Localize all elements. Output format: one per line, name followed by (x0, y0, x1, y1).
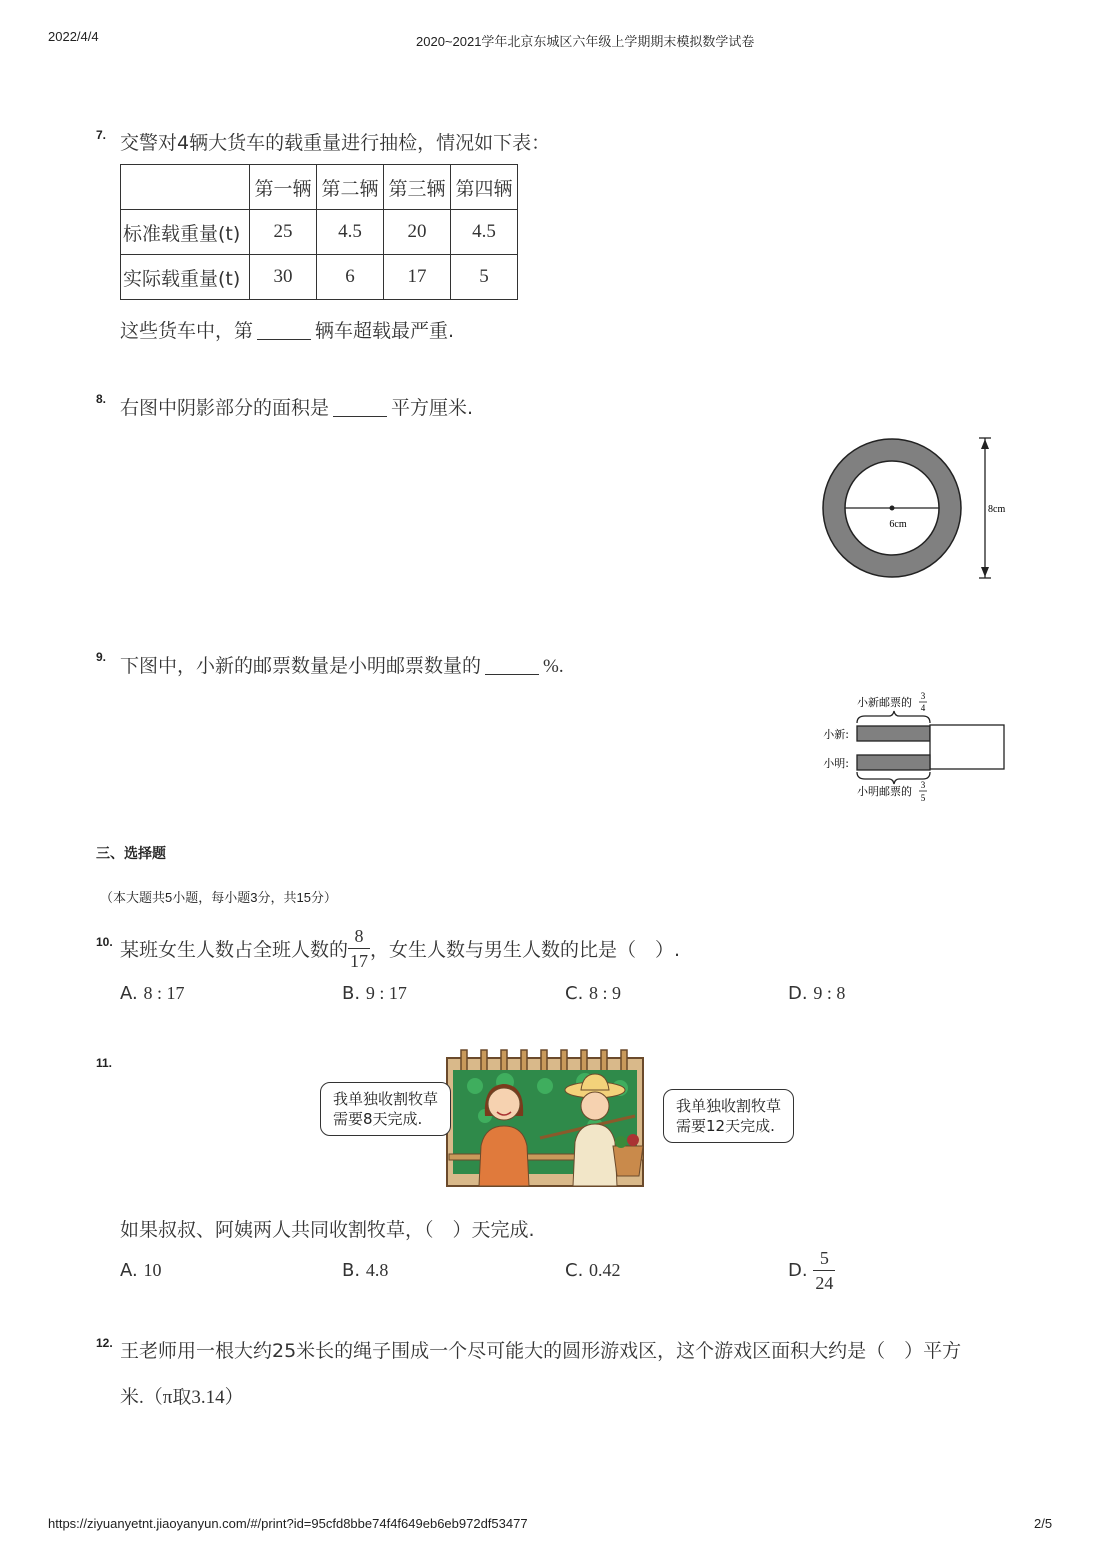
q10-text (120, 922, 680, 974)
q8-ring-figure (815, 430, 1015, 590)
basket-icon (613, 1134, 643, 1176)
bottom-caption: 小明邮票的 (857, 785, 912, 798)
q8-text-post: 平方厘米. (391, 397, 474, 419)
q7-number: 7. (96, 128, 107, 142)
top-brace (857, 711, 930, 723)
q7-follow-post: 辆车超载最严重. (315, 320, 455, 342)
option-value: 8 : 9 (589, 983, 622, 1003)
table-row (121, 210, 518, 255)
q12-number: 12. (96, 1336, 113, 1350)
table-cell: 4.5 (451, 210, 518, 255)
q8-text (120, 393, 473, 420)
row2-label: 小明: (823, 757, 849, 770)
outer-diameter-label: 8cm (988, 504, 1006, 515)
option-letter: D. (788, 983, 808, 1004)
bubble-right-line1: 我单独收割牧草 (676, 1097, 782, 1115)
bottom-frac-num: 3 (920, 780, 926, 790)
option-letter: C. (565, 983, 584, 1004)
q11-illustration (445, 1046, 647, 1188)
q11-option-b[interactable] (342, 1260, 388, 1281)
q10-fraction (348, 927, 370, 970)
bottom-brace (857, 772, 930, 784)
q9-number: 9. (96, 650, 107, 664)
q11-option-c[interactable] (565, 1260, 621, 1281)
header-title: 2020~2021学年北京东城区六年级上学期期末模拟数学试卷 (416, 34, 755, 49)
q11-text: 如果叔叔、阿姨两人共同收割牧草，（ ）天完成. (120, 1219, 535, 1241)
q11-option-d[interactable] (788, 1244, 835, 1296)
q9-text-post: %. (543, 656, 564, 677)
option-value: 0.42 (589, 1260, 621, 1280)
q7-follow-pre: 这些货车中，第 (120, 320, 254, 342)
table-corner-cell (121, 165, 250, 210)
xiaoxin-shaded-bar (857, 726, 930, 741)
option-value: 8 : 17 (143, 983, 185, 1003)
q10-number: 10. (96, 935, 113, 949)
option-letter: C. (565, 1260, 584, 1281)
bubble-right (663, 1089, 794, 1143)
q8-text-pre: 右图中阴影部分的面积是 (120, 397, 330, 419)
q10-frac-num: 8 (354, 925, 364, 946)
q9-answer-blank[interactable] (485, 656, 539, 675)
frac-den: 24 (813, 1270, 835, 1292)
footer-url[interactable]: https://ziyuanyetnt.jiaoyanyun.com/#/print?id=95cfd8bbe74f4f649eb6eb972df53477 (48, 1516, 528, 1531)
option-value: 9 : 8 (813, 983, 846, 1003)
table-row (121, 255, 518, 300)
q8-answer-blank[interactable] (333, 398, 387, 417)
frac-num: 5 (819, 1247, 829, 1268)
option-letter: A. (120, 983, 138, 1004)
bubble-right-line2: 需要12天完成. (676, 1117, 775, 1135)
q7-follow-up (120, 316, 454, 343)
q8-number: 8. (96, 392, 107, 406)
option-letter: A. (120, 1260, 138, 1281)
inner-diameter-label: 6cm (889, 519, 907, 530)
q10-option-d[interactable] (788, 983, 845, 1004)
option-value: 10 (143, 1260, 162, 1280)
section-title: 三、选择题 (96, 845, 166, 861)
q10-text-pre: 某班女生人数占全班人数的 (120, 938, 349, 961)
arrow-head-down (981, 567, 989, 577)
col-header: 第一辆 (250, 165, 317, 210)
col-header: 第四辆 (451, 165, 518, 210)
footer-page-number: 2/5 (1034, 1516, 1053, 1531)
q7-text: 交警对4辆大货车的载重量进行抽检，情况如下表： (120, 132, 551, 154)
section-note: （本大题共5小题，每小题3分，共15分） (100, 890, 337, 905)
table-cell: 30 (250, 255, 317, 300)
option-letter: B. (342, 983, 361, 1004)
top-frac-den: 4 (920, 703, 926, 713)
q11-number: 11. (96, 1056, 113, 1070)
option-letter: D. (788, 1259, 808, 1281)
q10-option-c[interactable] (565, 983, 621, 1004)
header-date: 2022/4/4 (48, 29, 99, 44)
bottom-frac-den: 5 (920, 793, 926, 803)
q10-text-post: ，女生人数与男生人数的比是（ ）. (370, 938, 681, 961)
q10-option-b[interactable] (342, 983, 407, 1004)
q7-answer-blank[interactable] (257, 321, 311, 340)
whole-box (930, 725, 1004, 769)
bubble-left (320, 1082, 451, 1136)
table-cell: 17 (384, 255, 451, 300)
table-cell: 20 (384, 210, 451, 255)
table-header-row (121, 165, 518, 210)
top-frac-num: 3 (920, 691, 926, 701)
q11-option-d-fraction (813, 1249, 835, 1292)
option-value: 4.8 (365, 1260, 389, 1280)
bubble-left-line1: 我单独收割牧草 (333, 1090, 439, 1108)
q9-segment-diagram (815, 685, 1015, 810)
q12-line2: 米.（π取3.14） (120, 1387, 244, 1408)
xiaoming-shaded-bar (857, 755, 930, 770)
arrow-head-up (981, 439, 989, 449)
q9-text-pre: 下图中，小新的邮票数量是小明邮票数量的 (120, 655, 482, 677)
col-header: 第三辆 (384, 165, 451, 210)
table-cell: 25 (250, 210, 317, 255)
table-cell: 6 (317, 255, 384, 300)
bubble-left-line2: 需要8天完成. (333, 1110, 423, 1128)
option-value: 9 : 17 (365, 983, 407, 1003)
col-header: 第二辆 (317, 165, 384, 210)
q10-option-a[interactable] (120, 983, 184, 1004)
woman-figure (479, 1084, 529, 1186)
row1-label: 小新: (823, 728, 849, 741)
q10-frac-den: 17 (348, 948, 370, 970)
center-point (890, 506, 895, 511)
option-letter: B. (342, 1260, 361, 1281)
table-cell: 5 (451, 255, 518, 300)
row-header: 实际载重量(t) (121, 255, 250, 300)
q9-text (120, 651, 564, 678)
row-header: 标准载重量(t) (121, 210, 250, 255)
table-cell: 4.5 (317, 210, 384, 255)
q7-load-table (120, 164, 518, 300)
q11-option-a[interactable] (120, 1260, 161, 1281)
top-caption: 小新邮票的 (857, 696, 912, 709)
q12-line1: 王老师用一根大约25米长的绳子围成一个尽可能大的圆形游戏区，这个游戏区面积大约是（ ）平方 (120, 1340, 962, 1362)
